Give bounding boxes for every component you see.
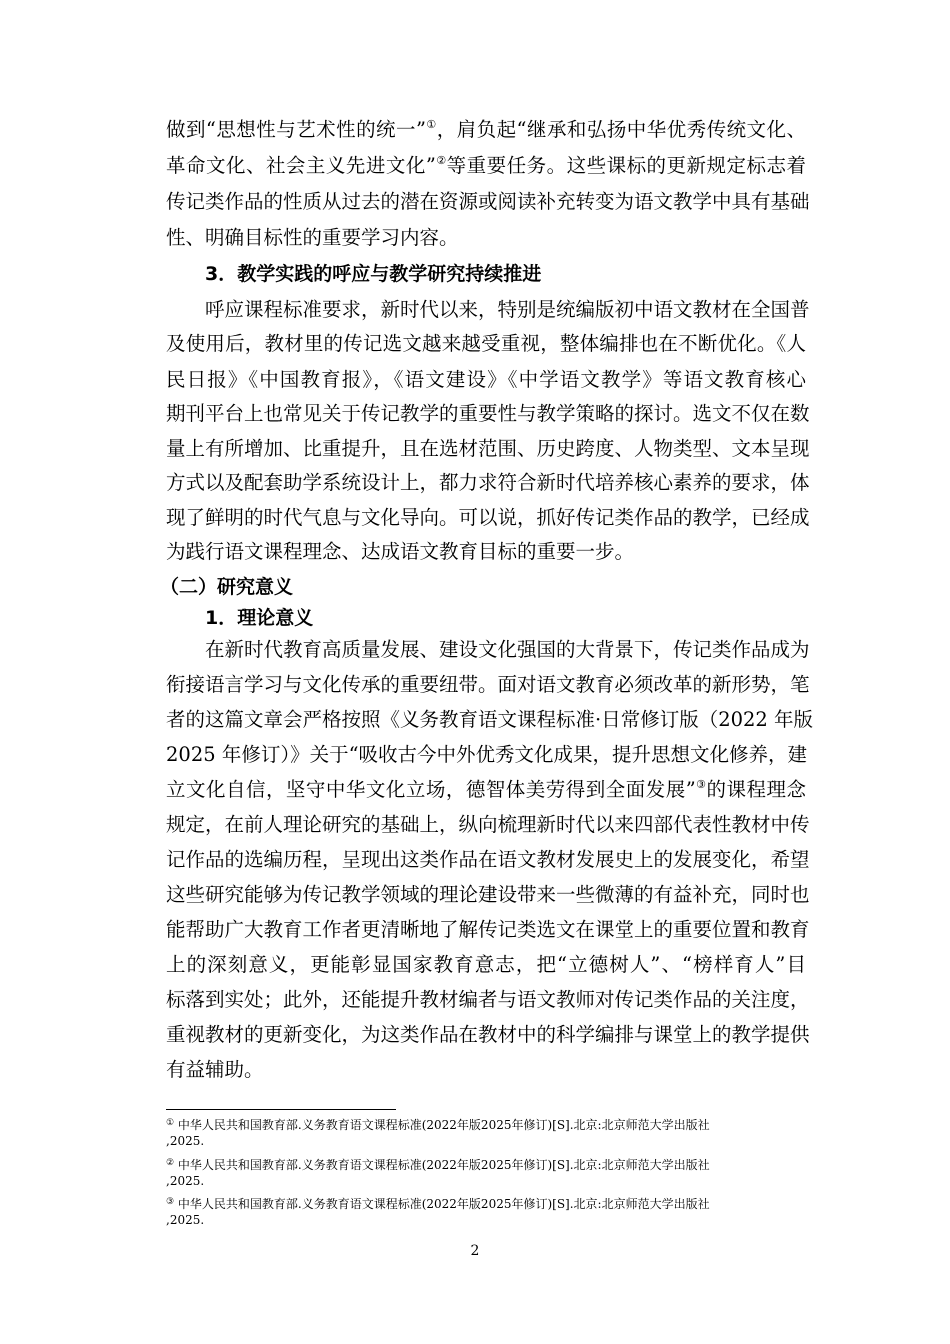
body-line: 衔接语言学习与文化传承的重要纽带。面对语文教育必须改革的新形势，笔 <box>166 673 810 696</box>
footnote-mark: ③ <box>166 1197 175 1207</box>
body-line: 这些研究能够为传记教学领域的理论建设带来一些微薄的有益补充，同时也 <box>166 883 810 906</box>
body-line: 规定，在前人理论研究的基础上，纵向梳理新时代以来四部代表性教材中传 <box>166 813 810 836</box>
section-heading: 3．教学实践的呼应与教学研究持续推进 <box>205 263 542 285</box>
footnote: ① 中华人民共和国教育部.义务教育语文课程标准(2022年版2025年修订)[S].北京:北京师范大学出版社 ,2025. <box>166 1118 710 1148</box>
footnote-mark: ② <box>166 1158 175 1168</box>
body-line: 传记类作品的性质从过去的潜在资源或阅读补充转变为语文教学中具有基础 <box>166 190 810 213</box>
body-line: 有益辅助。 <box>166 1058 264 1081</box>
footnote-mark: ① <box>166 1118 175 1128</box>
body-line: 上的深刻意义，更能彰显国家教育意志，把“立德树人”、“榜样育人”目 <box>166 953 806 976</box>
body-line: 期刊平台上也常见关于传记教学的重要性与教学策略的探讨。选文不仅在数 <box>166 402 810 425</box>
page-number: 2 <box>470 1243 480 1259</box>
footnote: ③ 中华人民共和国教育部.义务教育语文课程标准(2022年版2025年修订)[S].北京:北京师范大学出版社 ,2025. <box>166 1197 710 1227</box>
body-line: 民日报》《中国教育报》，《语文建设》《中学语文教学》等语文教育核心 <box>166 368 806 391</box>
footnote-ref[interactable]: ① <box>425 118 437 131</box>
body-line: 能帮助广大教育工作者更清晰地了解传记类选文在课堂上的重要位置和教育 <box>166 918 810 941</box>
footnote-divider <box>166 1109 396 1110</box>
body-line: 呼应课程标准要求，新时代以来，特别是统编版初中语文教材在全国普 <box>205 298 810 321</box>
body-line: 记作品的选编历程，呈现出这类作品在语文教材发展史上的发展变化，希望 <box>166 848 810 871</box>
section-heading: （二）研究意义 <box>160 576 294 598</box>
body-line: 为践行语文课程理念、达成语文教育目标的重要一步。 <box>166 540 635 563</box>
footnote-ref[interactable]: ② <box>435 154 447 167</box>
body-line: 方式以及配套助学系统设计上，都力求符合新时代培养核心素养的要求，体 <box>166 471 810 494</box>
body-line: 现了鲜明的时代气息与文化导向。可以说，抓好传记类作品的教学，已经成 <box>166 506 810 529</box>
body-line: 2025 年修订）》关于“吸收古今中外优秀文化成果，提升思想文化修养，建 <box>166 743 808 766</box>
footnote-ref[interactable]: ③ <box>695 778 707 791</box>
body-line: 革命文化、社会主义先进文化”②等重要任务。这些课标的更新规定标志着 <box>166 154 806 177</box>
body-line: 立文化自信，坚守中华文化立场，德智体美劳得到全面发展”③的课程理念 <box>166 778 806 801</box>
footnote: ② 中华人民共和国教育部.义务教育语文课程标准(2022年版2025年修订)[S].北京:北京师范大学出版社 ,2025. <box>166 1158 710 1188</box>
body-line: 及使用后，教材里的传记选文越来越受重视，整体编排也在不断优化。《人 <box>166 332 806 355</box>
body-line: 量上有所增加、比重提升，且在选材范围、历史跨度、人物类型、文本呈现 <box>166 437 810 460</box>
body-line: 性、明确目标性的重要学习内容。 <box>166 226 459 249</box>
subsection-heading: 1．理论意义 <box>205 607 314 629</box>
body-line: 在新时代教育高质量发展、建设文化强国的大背景下，传记类作品成为 <box>205 638 810 661</box>
body-line: 者的这篇文章会严格按照《义务教育语文课程标准·日常修订版（2022 年版 <box>166 708 814 731</box>
body-line: 标落到实处；此外，还能提升教材编者与语文教师对传记类作品的关注度， <box>166 988 810 1011</box>
body-line: 做到“思想性与艺术性的统一”①，肩负起“继承和弘扬中华优秀传统文化、 <box>166 118 806 141</box>
body-line: 重视教材的更新变化，为这类作品在教材中的科学编排与课堂上的教学提供 <box>166 1023 810 1046</box>
